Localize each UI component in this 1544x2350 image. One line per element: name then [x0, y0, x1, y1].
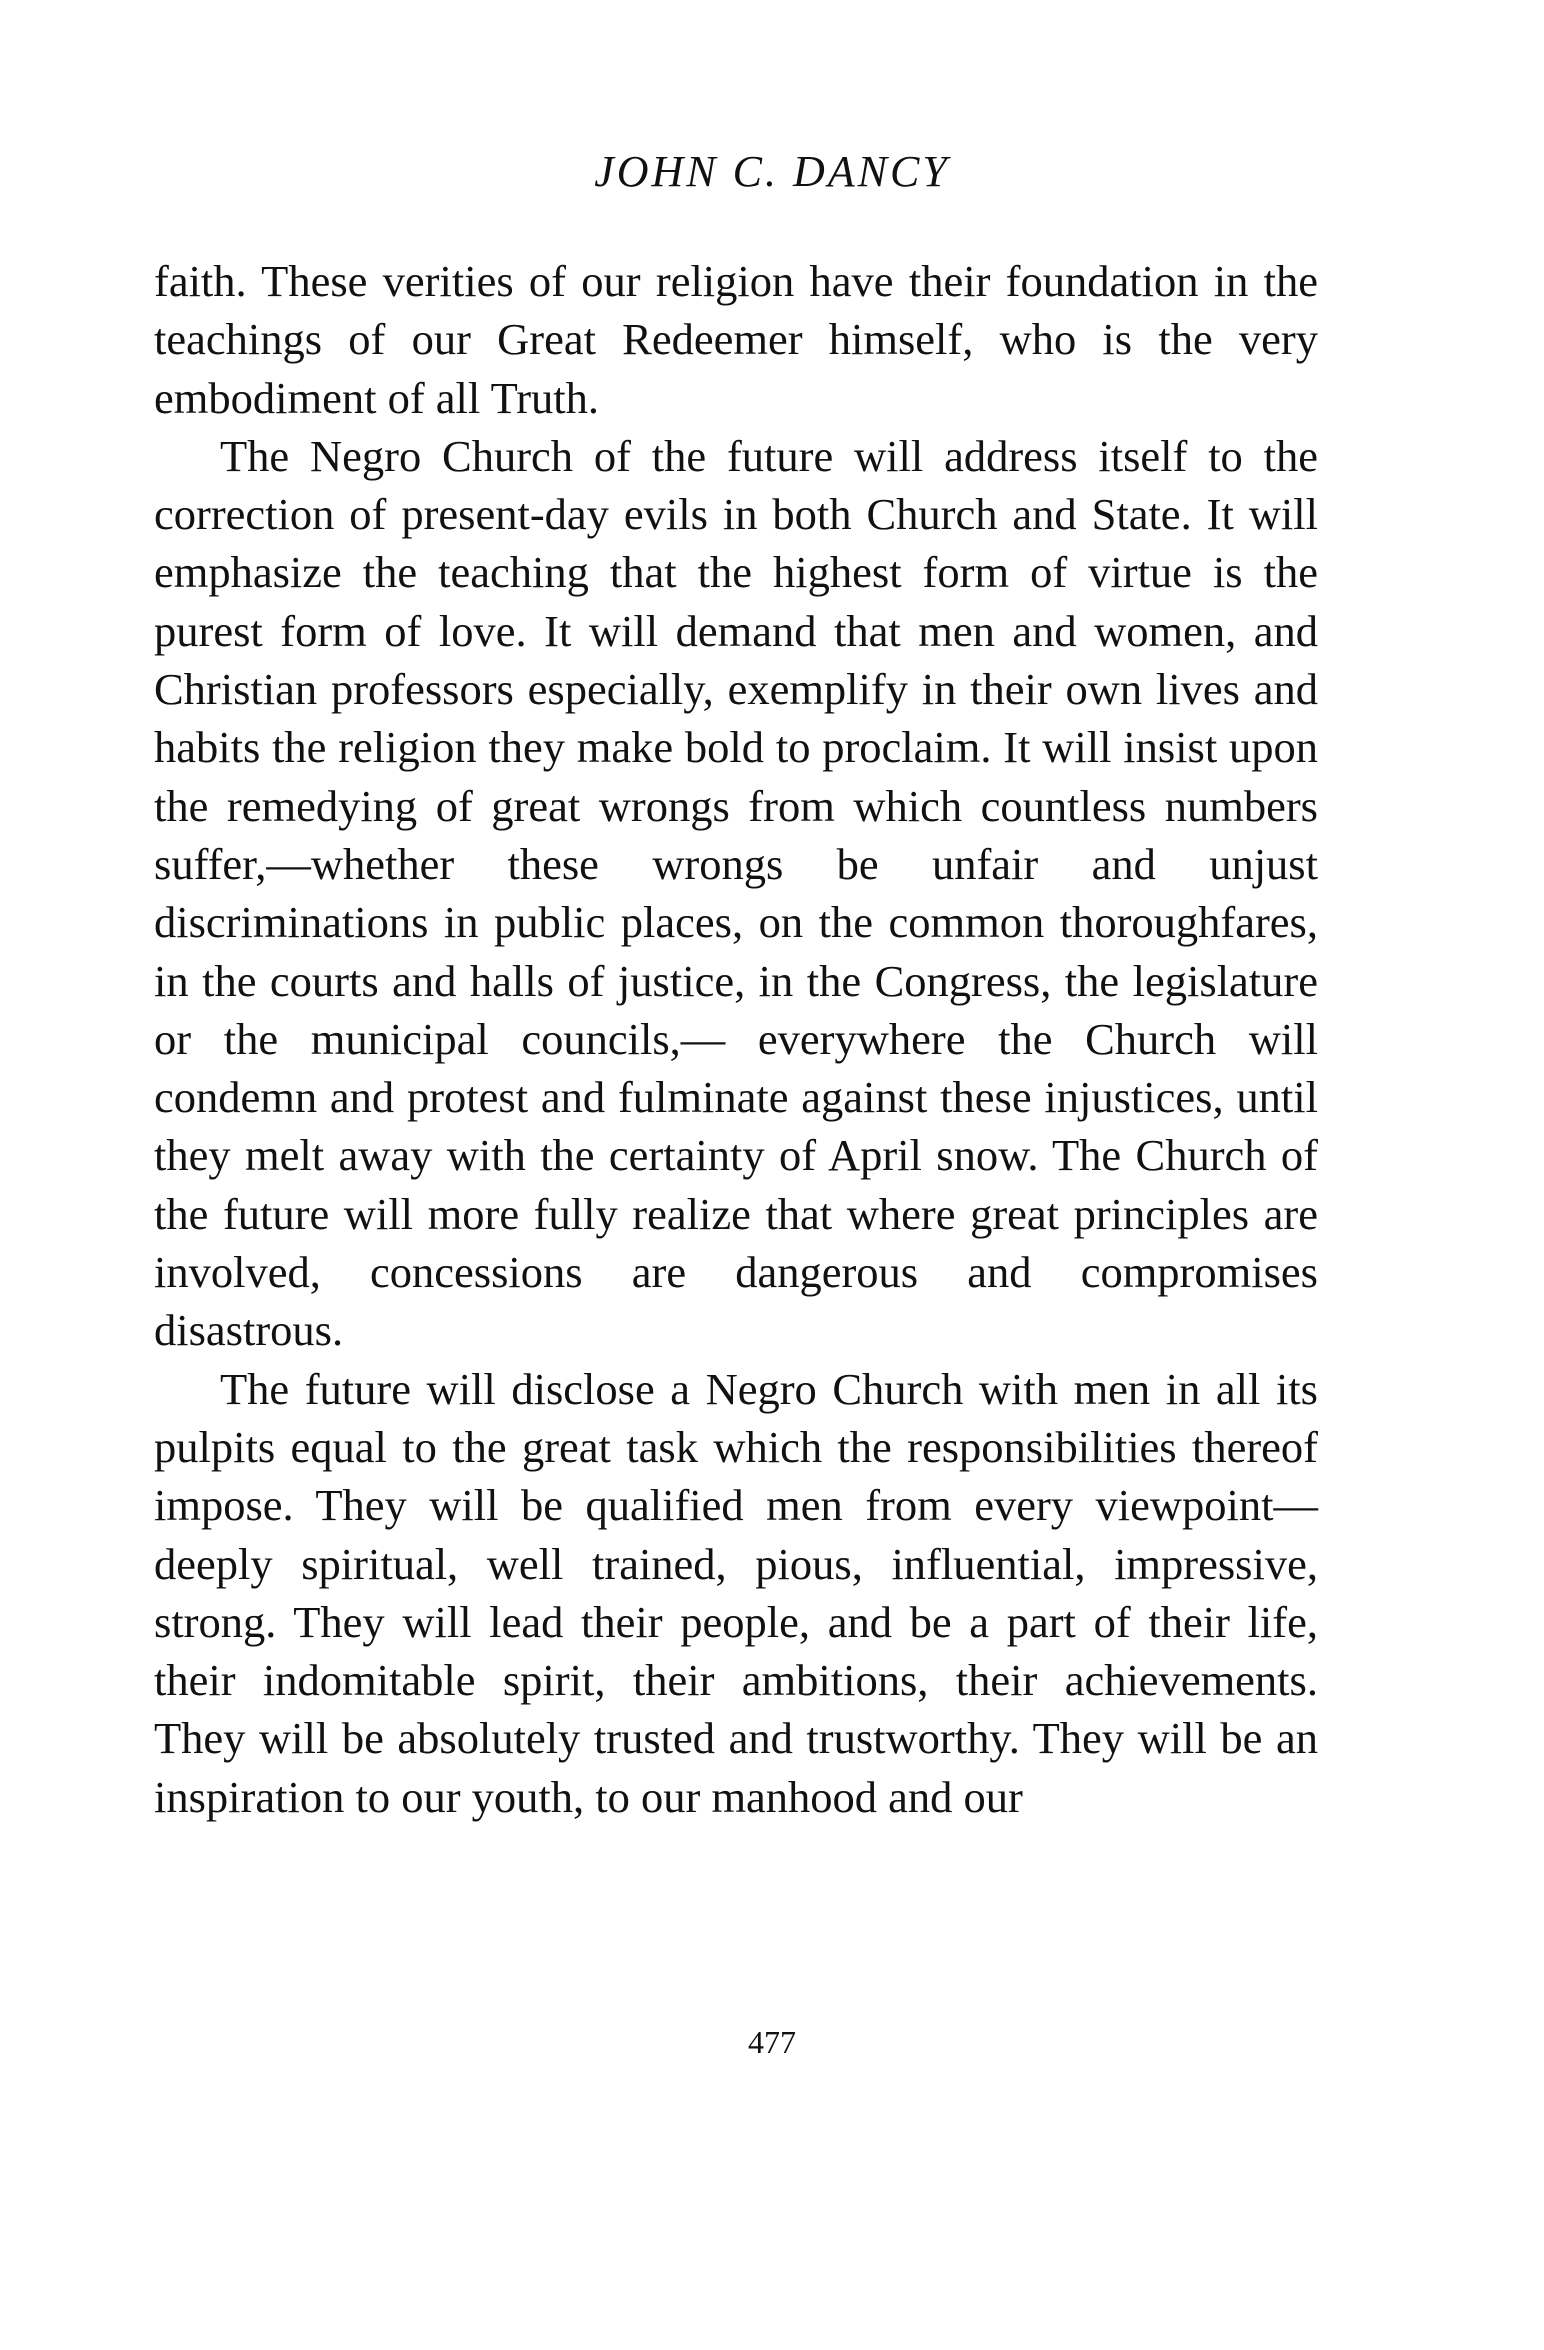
paragraph-continuation: faith. These verities of our religion have their foundation in the teachings of our Great Redeemer himself, who is the very embodiment of all Truth. — [154, 256, 1318, 423]
paragraph-future-disclose: The future will disclose a Negro Church with men in all its pulpits equal to the great task which the responsibilities thereof impose. They will be qualified men from every viewpoint—deeply spiritual, well trained, pious, influential, impressive, strong. They will lead their people, and be a part of their life, their indomitable spirit, their ambitions, their achievements. They will be absolutely trusted and trustworthy. They will be an inspiration to our youth, to our manhood and our — [154, 1363, 1318, 1822]
body-text — [154, 252, 1318, 1826]
page-number: 477 — [748, 2024, 796, 2060]
running-head: JOHN C. DANCY — [594, 147, 950, 196]
paragraph-negro-church-future: The Negro Church of the future will address itself to the correction of present-day evils in both Church and State. It will emphasize the teaching that the highest form of virtue is the purest form of love. It will demand that men and women, and Christian professors especially, exemplify in their own lives and habits the religion they make bold to proclaim. It will insist upon the remedying of great wrongs from which countless numbers suffer,—whether these wrongs be unfair and unjust discriminations in public places, on the common thoroughfares, in the courts and halls of justice, in the Congress, the legislature or the municipal councils,— everywhere the Church will condemn and protest and fulminate against these injustices, until they melt away with the certainty of April snow. The Church of the future will more fully realize that where great principles are involved, concessions are dangerous and compromises disastrous. — [154, 430, 1318, 1356]
